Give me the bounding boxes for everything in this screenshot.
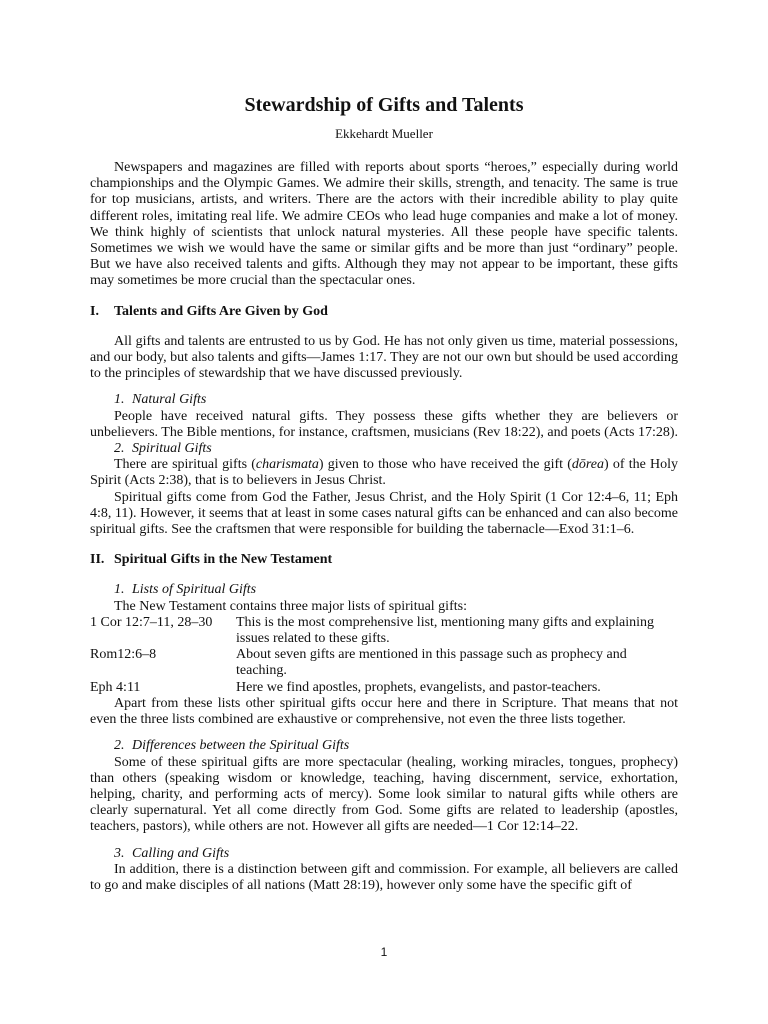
lists-after-paragraph: Apart from these lists other spiritual gifts occur here and there in Scripture. That means that not even the three lists combined are exhaustive or comprehensive, not even the three lists together. bbox=[90, 695, 678, 728]
description-cell: About seven gifts are mentioned in this passage such as prophecy and teaching. bbox=[236, 647, 627, 679]
spiritual-gifts-paragraph: There are spiritual gifts (charismata) given to those who have received the gift (dōrea) of the Holy Spirit (Acts 2:38), that is to believers in Jesus Christ. bbox=[90, 457, 678, 489]
table-row bbox=[90, 615, 678, 647]
section-2-number: II. bbox=[90, 552, 105, 568]
table-row bbox=[90, 647, 678, 679]
document-body bbox=[90, 160, 678, 894]
table-row bbox=[90, 680, 678, 696]
document-title: Stewardship of Gifts and Talents bbox=[244, 94, 524, 116]
section-2-title: Spiritual Gifts in the New Testament bbox=[114, 552, 333, 568]
gift-lists-table bbox=[90, 615, 678, 696]
natural-gifts-paragraph: People have received natural gifts. They possess these gifts whether they are believers or unbelievers. The Bible mentions, for instance, craftsmen, musicians (Rev 18:22), and poets (Acts 17:28). bbox=[90, 408, 678, 440]
page-number: 1 bbox=[380, 945, 388, 959]
subsection-natural-gifts-heading: 1. Natural Gifts bbox=[114, 392, 207, 408]
reference-cell: 1 Cor 12:7–11, 28–30 bbox=[90, 614, 213, 630]
description-cell: This is the most comprehensive list, mentioning many gifts and explaining issues related to these gifts. bbox=[236, 614, 654, 647]
intro-paragraph: Newspapers and magazines are filled with reports about sports “heroes,” especially during world championships and the Olympic Games. We admire their skills, strength, and tenacity. The same is true for top musicians, artists, and writers. There are the actors with their incredible ability to play quite different roles, imitating real life. We admire CEOs who lead huge companies and make a lot of money. We think highly of scientists that unlock natural mysteries. All these people have specific talents. Sometimes we wish we would have the same or similar gifts and be more than just “ordinary” people. But we have also received talents and gifts. Although they may not appear to be important, these gifts may sometimes be more crucial than the spectacular ones. bbox=[90, 160, 678, 289]
subsection-lists-heading: 1. Lists of Spiritual Gifts bbox=[114, 582, 257, 598]
subsection-differences-heading: 2. Differences between the Spiritual Gifts bbox=[114, 738, 350, 754]
author-name: Ekkehardt Mueller bbox=[335, 126, 433, 141]
subsection-calling-heading: 3. Calling and Gifts bbox=[114, 845, 230, 861]
reference-cell: Rom12:6–8 bbox=[90, 647, 157, 663]
differences-paragraph: Some of these spiritual gifts are more spectacular (healing, working miracles, tongues, prophecy) than others (speaking wisdom or knowledge, teaching, having discernment, service, exhortation, helping, charity, and performing acts of mercy). Some look similar to natural gifts while others are clearly supernatural. Yet all come directly from God. Some gifts are related to leadership (apostles, teachers, pastors), while others are not. However all gifts are needed—1 Cor 12:14–22. bbox=[90, 754, 678, 835]
section-1-title: Talents and Gifts Are Given by God bbox=[114, 303, 328, 319]
section-1-paragraph: All gifts and talents are entrusted to us by God. He has not only given us time, material possessions, and our body, but also talents and gifts—James 1:17. They are not our own but should be used according to the principles of stewardship that we have discussed previously. bbox=[90, 333, 678, 382]
spiritual-gifts-paragraph-2: Spiritual gifts come from God the Father, Jesus Christ, and the Holy Spirit (1 Cor 12:4–6, 11; Eph 4:8, 11). However, it seems that at least in some cases natural gifts can be enhanced and can also become spiritual gifts. See the craftsmen that were responsible for building the tabernacle—Exod 31:1–6. bbox=[90, 489, 678, 538]
section-2-heading bbox=[90, 552, 678, 568]
calling-paragraph: In addition, there is a distinction between gift and commission. For example, all believers are called to go and make disciples of all nations (Matt 28:19), however only some have the specific gift of bbox=[90, 861, 678, 893]
section-1-heading bbox=[90, 304, 678, 320]
section-1-number: I. bbox=[90, 303, 99, 319]
lists-intro: The New Testament contains three major lists of spiritual gifts: bbox=[114, 598, 467, 614]
subsection-spiritual-gifts-heading: 2. Spiritual Gifts bbox=[114, 441, 212, 457]
description-cell: Here we find apostles, prophets, evangelists, and pastor-teachers. bbox=[236, 679, 601, 695]
reference-cell: Eph 4:11 bbox=[90, 679, 141, 695]
